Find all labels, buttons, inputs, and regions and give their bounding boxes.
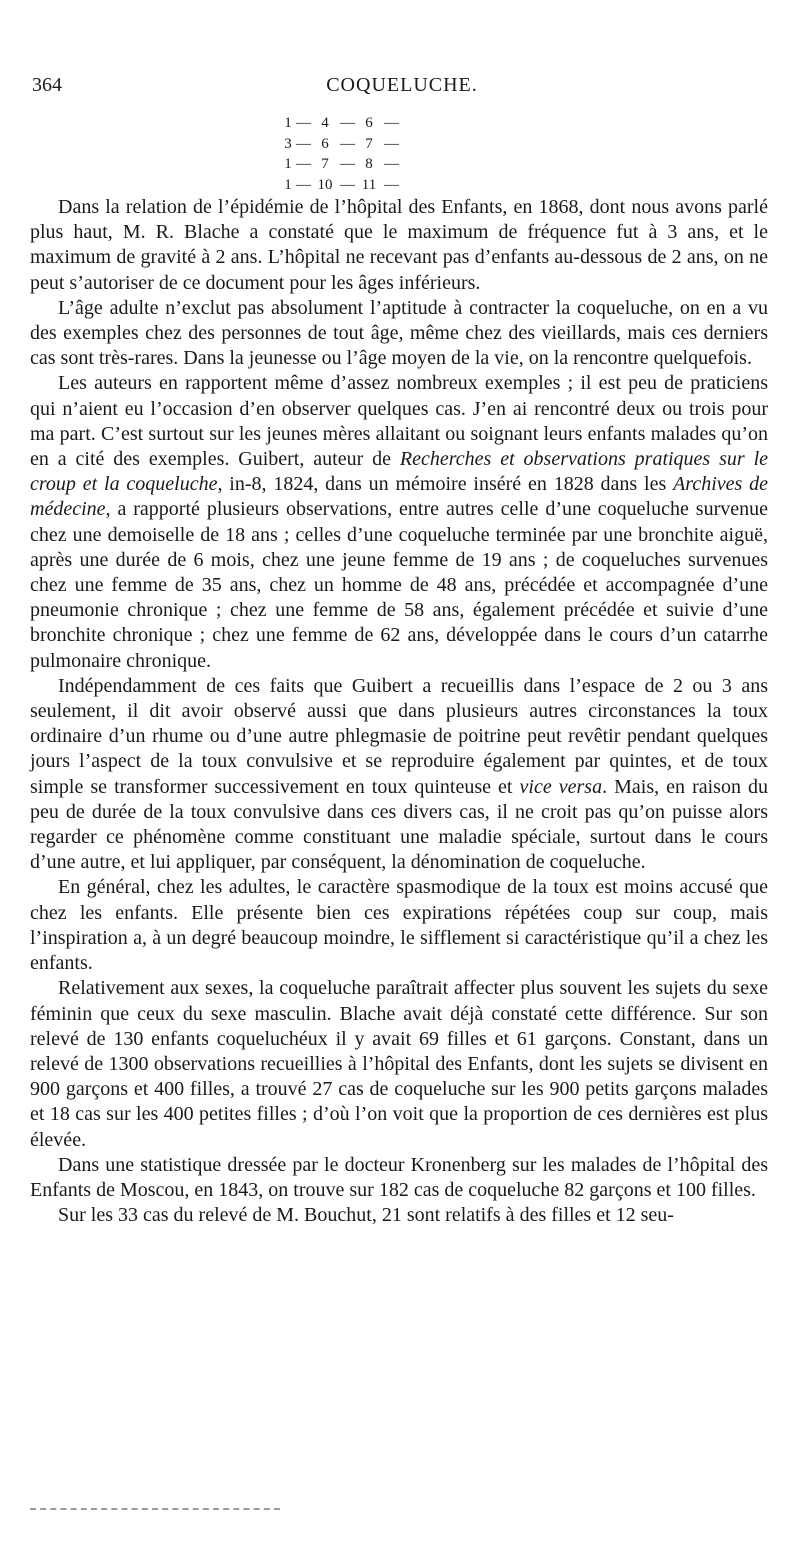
table-cell: —: [384, 115, 399, 131]
text-run: Sur les 33 cas du relevé de M. Bouchut, 21 sont relatifs à des filles et 12 seu-: [58, 1204, 674, 1227]
text-run: Les auteurs en rapportent même d’assez nombreux exemples ; il est peu de praticiens qui n’aient eu l’occasion d’en observer quelques cas. J’en ai rencontré deux ou trois pour ma part. C’est surtout sur les jeunes mères allaitant ou soignant leurs enfants malades qu’on en a cité des exemples. Guibert, auteur de: [30, 372, 768, 471]
table-cell: 1: [284, 115, 292, 131]
text-run: , in-8, 1824, dans un mémoire inséré en 1828 dans les: [217, 473, 674, 496]
table-cell: —: [340, 115, 355, 131]
table-cell: —: [296, 156, 311, 172]
table-cell: —: [340, 176, 355, 193]
text-run: Indépendamment de ces faits que Guibert a recueillis dans l’espace de 2 ou 3 ans seulement, il dit avoir observé aussi que dans plusieurs autres circonstances la toux ordinaire d’un rhume ou d’une autre phlegmasie de poitrine peut revêtir pendant quelques jours l’aspect de la toux convulsive et se reproduire également par quintes, et de toux simple se transformer successivement en toux quinteuse et: [30, 674, 768, 798]
italic-text: vice versa: [519, 775, 603, 798]
table-cell: —: [296, 135, 311, 152]
table-cell: 4: [321, 115, 329, 131]
table-cell: 1: [284, 156, 292, 172]
table-cell: —: [340, 135, 355, 152]
table-cell: —: [296, 115, 311, 131]
paragraph: [30, 976, 768, 1152]
page-header: [32, 74, 772, 104]
paragraph: [30, 674, 768, 876]
running-title: COQUELUCHE.: [326, 74, 478, 96]
text-run: Relativement aux sexes, la coqueluche paraîtrait affecter plus souvent les sujets du sexe féminin que ceux du sexe masculin. Blache avait déjà constaté cette différence. Sur son relevé de 130 enfants coqueluchéux il y avait 69 filles et 61 garçons. Constant, dans un relevé de 1300 observations recueillies à l’hôpital des Enfants, dont les sujets se divisent en 900 garçons et 400 filles, a trouvé 27 cas de coqueluche sur les 900 petits garçons malades et 18 cas sur les 400 petites filles ; d’où l’on voit que la proportion de ces dernières est plus élevée.: [30, 977, 768, 1151]
paragraph: [30, 1153, 768, 1203]
table-cell: —: [384, 176, 399, 193]
text-run: En général, chez les adultes, le caractère spasmodique de la toux est moins accusé que chez les enfants. Elle présente bien ces expirations répétées coup sur coup, mais l’inspiration a, à un degré beaucoup moindre, le sifflement si caractéristique qu’il a chez les enfants.: [30, 876, 768, 975]
table-cell: —: [384, 156, 399, 172]
text-run: L’âge adulte n’exclut pas absolument l’aptitude à contracter la coqueluche, on en a vu des exemples chez des personnes de tout âge, même chez des vieillards, mais ces derniers cas sont très-rares. Dans la jeunesse ou l’âge moyen de la vie, on la rencontre quelquefois.: [30, 296, 768, 370]
paragraph: [30, 296, 768, 372]
paragraph: [30, 371, 768, 673]
table-cell: 1: [284, 176, 292, 193]
text-run: Dans la relation de l’épidémie de l’hôpital des Enfants, en 1868, dont nous avons parlé plus haut, M. R. Blache a constaté que le maximum de fréquence fut à 3 ans, et le maximum de gravité à 2 ans. L’hôpital ne recevant pas d’enfants au-dessous de 2 ans, on ne peut s’autoriser de ce document pour les âges inférieurs.: [30, 196, 768, 294]
table-cell: 11: [361, 176, 377, 193]
footer-rule: [30, 1508, 280, 1510]
table-row: [280, 154, 398, 175]
table-row: [280, 134, 398, 155]
paragraph: [30, 1203, 768, 1228]
italic-text: Archives de médecine: [30, 473, 768, 521]
body-text: [30, 195, 768, 1228]
text-run: . Mais, en raison du peu de durée de la toux convulsive dans ces divers cas, il ne croit pas qu’on puisse alors regarder ce phénomène comme constituant une maladie spéciale, surtout dans le cours d’une autre, et lui appliquer, par conséquent, la dénomination de coqueluche.: [30, 775, 769, 874]
table-row: [280, 113, 398, 134]
table-cell: 7: [365, 135, 373, 152]
table-cell: —: [340, 156, 355, 172]
age-table: [280, 113, 398, 195]
italic-text: Recherches et observations pratiques sur le croup et la coqueluche: [30, 448, 769, 496]
text-run: , a rapporté plusieurs observations, entre autres celle d’une coqueluche survenue chez une demoiselle de 18 ans ; celles d’une coqueluche terminée par une bronchite aiguë, après une durée de 6 mois, chez une jeune femme de 19 ans ; de coqueluches survenues chez une femme de 35 ans, chez un homme de 48 ans, précédée et accompagnée d’une pneumonie chronique ; chez une femme de 58 ans, également précédée et suivie d’une bronchite chronique ; chez une femme de 62 ans, développée dans le cours d’un catarrhe pulmonaire chronique.: [30, 498, 768, 672]
page-number: 364: [32, 74, 62, 96]
text-run: Dans une statistique dressée par le docteur Kronenberg sur les malades de l’hôpital des Enfants de Moscou, en 1843, on trouve sur 182 cas de coqueluche 82 garçons et 100 filles.: [30, 1153, 768, 1201]
table-cell: —: [296, 176, 311, 193]
table-row: [280, 175, 398, 196]
paragraph: [30, 195, 768, 296]
paragraph: [30, 875, 768, 976]
table-cell: —: [384, 135, 399, 152]
table-cell: 6: [365, 115, 373, 131]
table-cell: 7: [321, 156, 329, 172]
table-cell: 6: [321, 135, 329, 152]
table-cell: 3: [284, 135, 292, 152]
table-cell: 10: [317, 176, 333, 193]
table-cell: 8: [365, 156, 373, 172]
